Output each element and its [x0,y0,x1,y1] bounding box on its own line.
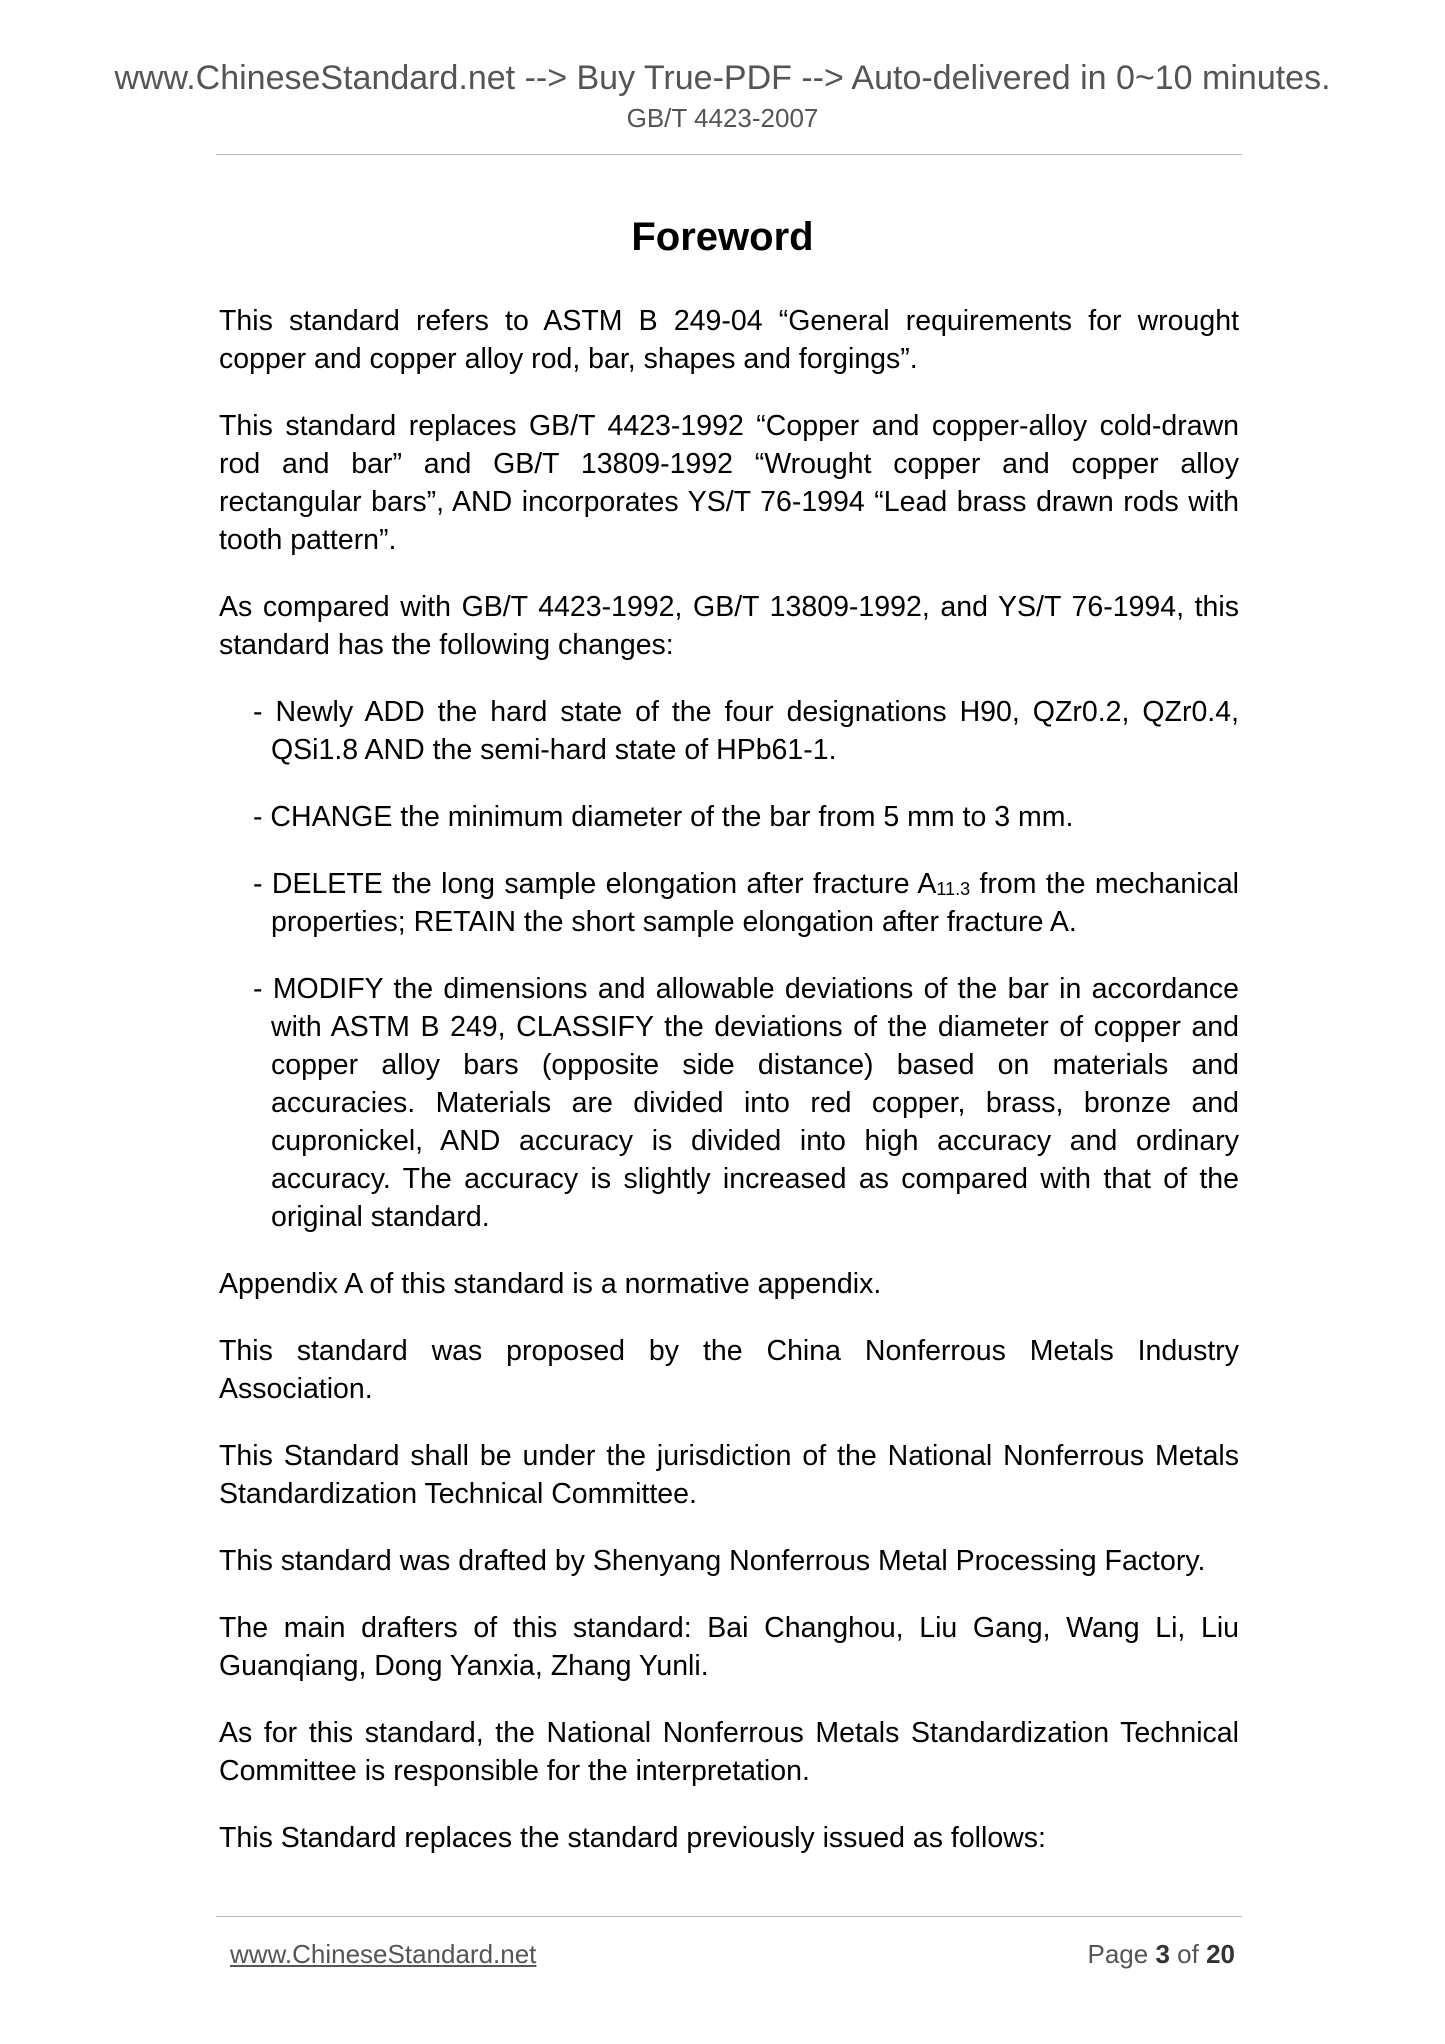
change-item-min-diameter: - CHANGE the minimum diameter of the bar from 5 mm to 3 mm. [253,801,1074,833]
page-label: Page [1087,1939,1149,1969]
change-item-elongation [253,865,1239,941]
footer-page-number [1087,1937,1235,1971]
foreword-body [219,302,1239,1857]
page-title: Foreword [631,215,814,259]
page-current: 3 [1155,1939,1170,1969]
paragraph-changes-intro: As compared with GB/T 4423-1992, GB/T 13809-1992, and YS/T 76-1994, this standard has the following changes: [219,591,1239,661]
footer-website-link[interactable]: www.ChineseStandard.net [230,1939,537,1969]
paragraph-proposed-by: This standard was proposed by the China Nonferrous Metals Industry Association. [219,1335,1239,1405]
change-item-dimensions: - MODIFY the dimensions and allowable deviations of the bar in accordance with ASTM B 249, CLASSIFY the deviations of the diameter of copper and copper alloy bars (opposite side distance) based on materials and accuracies. Materials are divided into red copper, brass, bronze and cupronickel, AND accuracy is divided into high accuracy and ordinary accuracy. The accuracy is slightly increased as compared with that of the original standard. [253,973,1239,1233]
header-standard-code: GB/T 4423-2007 [626,103,819,133]
paragraph-appendix: Appendix A of this standard is a normative appendix. [219,1268,882,1300]
header-divider [216,154,1242,155]
paragraph-interpretation: As for this standard, the National Nonferrous Metals Standardization Technical Committee is responsible for the interpretation. [219,1717,1239,1787]
paragraph-replaces: This standard replaces GB/T 4423-1992 “Copper and copper-alloy cold-drawn rod and bar” and GB/T 13809-1992 “Wrought copper and copper alloy rectangular bars”, AND incorporates YS/T 76-1994 “Lead brass drawn rods with tooth pattern”. [219,410,1239,556]
page-total: 20 [1206,1939,1235,1969]
header-banner: www.ChineseStandard.net --> Buy True-PDF --> Auto-delivered in 0~10 minutes. [114,59,1331,97]
footer-divider [216,1916,1242,1917]
change-item-hard-state: - Newly ADD the hard state of the four designations H90, QZr0.2, QZr0.4, QSi1.8 AND the semi-hard state of HPb61-1. [253,696,1239,766]
page-of: of [1177,1939,1199,1969]
paragraph-previous-editions: This Standard replaces the standard previously issued as follows: [219,1822,1046,1854]
paragraph-drafted-by: This standard was drafted by Shenyang Nonferrous Metal Processing Factory. [219,1545,1206,1577]
paragraph-drafters: The main drafters of this standard: Bai Changhou, Liu Gang, Wang Li, Liu Guanqiang, Dong Yanxia, Zhang Yunli. [219,1612,1239,1682]
change-item-elongation-text-a: - DELETE the long sample elongation after fracture A [253,868,937,900]
elongation-subscript: 11.3 [936,879,971,899]
paragraph-jurisdiction: This Standard shall be under the jurisdiction of the National Nonferrous Metals Standardization Technical Committee. [219,1440,1239,1510]
change-item-elongation-text-b: from the mechanical properties; RETAIN the short sample elongation after fracture A. [271,868,1240,938]
paragraph-reference: This standard refers to ASTM B 249-04 “General requirements for wrought copper and copper alloy rod, bar, shapes and forgings”. [219,305,1239,375]
